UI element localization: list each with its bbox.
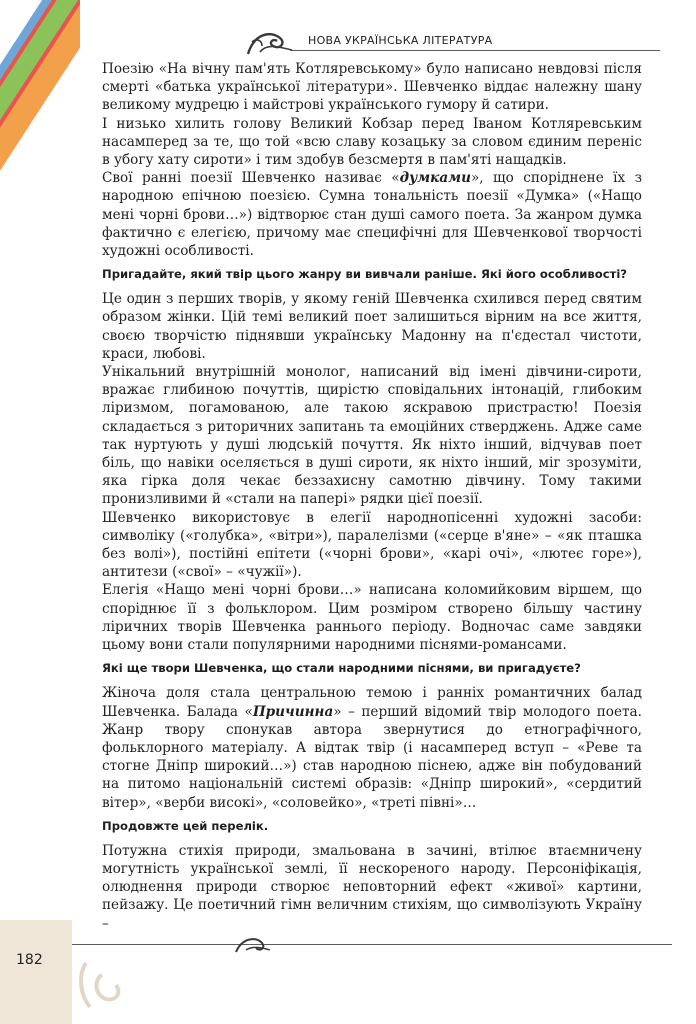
paragraph-dumky: Свої ранні поезії Шевченко називає «думками», що споріднене їх з народною епічною поезією. Сумна тональність поезії «Думка» («Нащо мені чорні брови…») відтворює стан душі самого поета. За жанром думка фактично є елегією, причому має специфічні для Шевченкової творчості художні особливості. <box>102 170 642 260</box>
publisher-mark-icon <box>72 955 132 1015</box>
paragraph: Це один з перших творів, у якому геній Шевченка схилився перед святим образом жінки. Цій темі великий поет залишиться вірним на все життя, своєю творчістю піднявши українську Мадонну на п'єдестал чистоти, краси, любові. <box>102 291 642 362</box>
page-body <box>102 60 642 933</box>
paragraph: Унікальний внутрішній монолог, написаний від імені дівчини-сироти, вражає глибиною почуттів, щирістю сповідальних інтонацій, глибоким ліризмом, погамованою, але такою яскравою пристрастю! Поезія складається з риторичних запитань та емоційних стверджень. Адже саме так нуртують у душі людській почуття. Як ніхто інший, відчував поет біль, що навіки оселяється в душі сироти, як ніхто інший, міг зрозуміти, яка гірка доля чекає беззахисну самотню дівчину. Тому такими пронизливими й «стали на папері» рядки цієї поезії. <box>102 364 642 508</box>
question-1: Пригадайте, який твір цього жанру ви вивчали раніше. Які його особливості? <box>102 267 628 282</box>
paragraph-ballad: Жіноча доля стала центральною темою і ранніх романтичних балад Шевченка. Балада «Причинна» – перший відомий твір молодого поета. Жанр твору спонукав автора звернутися до етнографічного, фольклорного матеріалу. А відтак твір (і насамперед вступ – «Реве та стогне Дніпр широкий…») став народною піснею, адже він побудований на питомо національній системі образів: «Дніпр широкий», «сердитий вітер», «верби високі», «соловейко», «треті півні»… <box>102 685 642 811</box>
paragraph: Поезію «На вічну пам'ять Котляревському» було написано невдовзі після смерті «батька української літератури». Шевченко віддає належну шану великому мудрецю і майстрові українського гумору й сатири. <box>102 61 642 114</box>
question-2: Які ще твори Шевченка, що стали народними піснями, ви пригадуєте? <box>102 661 581 676</box>
question-3: Продовжте цей перелік. <box>102 818 269 833</box>
footer-ornament-icon <box>232 934 272 956</box>
decorative-stripes <box>0 0 80 210</box>
page-number: 182 <box>16 952 43 968</box>
term-dumky: думками <box>399 170 471 187</box>
paragraph: Елегія «Нащо мені чорні брови…» написана коломийковим віршем, що споріднює її з фольклором. Цим розміром створено більшу частину ліричних творів Шевченка раннього періоду. Водночас саме завдяки цьому вони стали популярними народними піснями-романсами. <box>102 582 642 654</box>
ornament-icon <box>240 28 300 58</box>
paragraph: Потужна стихія природи, змальована в зачині, втілює втаємничену могутність української землі, її нескореного народу. Персоніфікація, олюднення природи створює неповторний ефект «живої» картини, пейзажу. Це поетичний гімн величним стихіям, що символізують Україну – <box>102 842 642 932</box>
footer-rule <box>72 944 672 945</box>
page-corner-panel <box>0 920 72 1024</box>
header-title: НОВА УКРАЇНСЬКА ЛІТЕРАТУРА <box>308 34 493 47</box>
paragraph: І низько хилить голову Великий Кобзар перед Іваном Котляревським насамперед за те, що той «всю славу козацьку за словом єдиним переніс в убогу хату сироти» і тим здобув безсмертя в пам'яті нащадків. <box>102 115 642 169</box>
running-header <box>240 28 660 54</box>
paragraph: Шевченко використовує в елегії народнопісенні художні засоби: символіку («голубка», «вітри»), паралелізми («серце в'яне» – «як пташка без волі»), постійні епітети («чорні брови», «карі очі», «лютеє горе»), антитези («свої» – «чужії»). <box>102 509 642 581</box>
term-prychynna: Причинна <box>252 703 334 720</box>
